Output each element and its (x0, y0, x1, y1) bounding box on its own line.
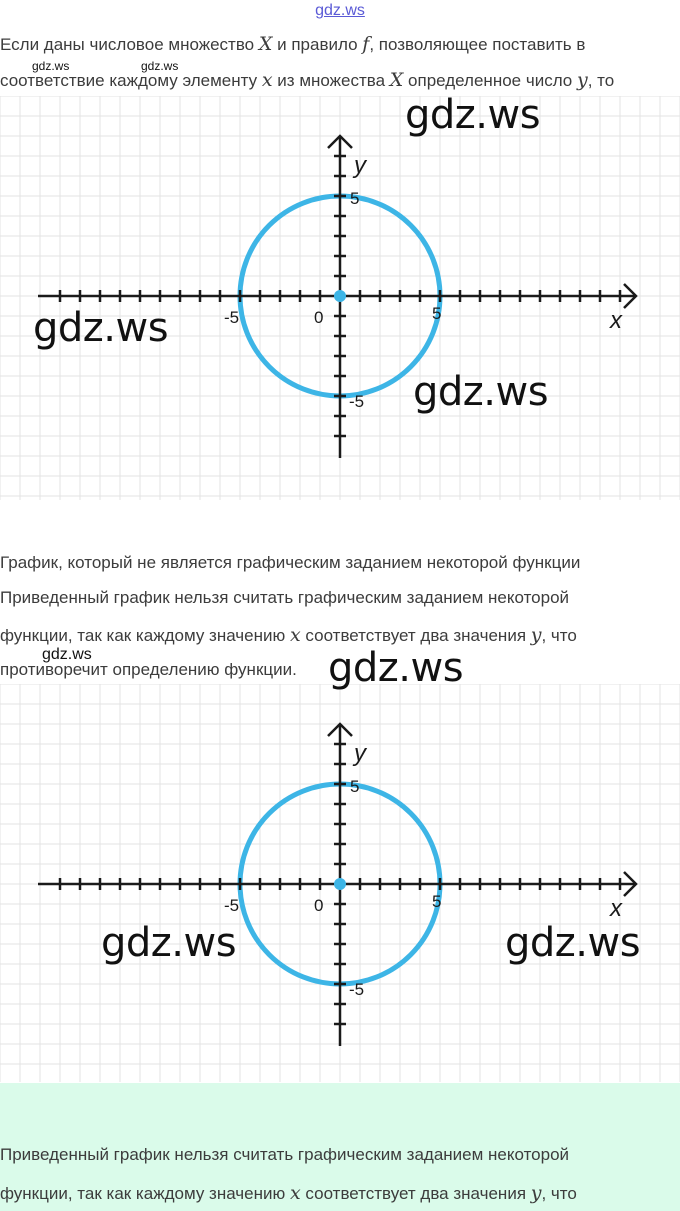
y-tick-label-5: 5 (350, 189, 360, 208)
watermark: gdz.ws (141, 59, 179, 73)
x-tick-label-neg5: -5 (224, 896, 240, 915)
y-axis-label: y (354, 740, 366, 767)
intro-text: и правило (272, 35, 363, 54)
watermark: gdz.ws (328, 645, 464, 691)
math-X: X (389, 69, 404, 91)
intro-text: Если даны числовое множество (0, 35, 259, 54)
site-link[interactable]: gdz.ws (315, 2, 365, 19)
math-y: y (530, 1182, 542, 1204)
explanation-text: , что (541, 626, 577, 645)
math-y: y (576, 69, 588, 91)
answer-text: , что (541, 1184, 577, 1203)
explanation-text: функции, так как каждому значению (0, 626, 290, 645)
intro-text: , позволяющее поставить в (369, 35, 586, 54)
origin-label: 0 (314, 308, 324, 327)
circle-graph-svg (0, 96, 680, 500)
origin-point (334, 290, 346, 302)
watermark: gdz.ws (505, 920, 641, 966)
y-tick-label-neg5: -5 (349, 980, 365, 999)
math-x: x (289, 624, 301, 646)
intro-text: соответствие каждому элементу (0, 71, 262, 90)
answer-text: функции, так как каждому значению (0, 1184, 290, 1203)
watermark: gdz.ws (101, 920, 237, 966)
answer-line-1: Приведенный график нельзя считать графическим заданием некоторой (0, 1145, 570, 1164)
intro-text: из множества (272, 71, 390, 90)
math-y: y (530, 624, 542, 646)
circle-graph-2 (0, 684, 680, 1082)
math-X: X (258, 33, 273, 55)
explanation-line-2 (0, 624, 577, 646)
math-x: x (289, 1182, 301, 1204)
explanation-text: соответствует два значения (300, 626, 531, 645)
intro-line-1 (0, 33, 585, 55)
origin-label: 0 (314, 896, 324, 915)
y-axis-label: y (354, 152, 366, 179)
circle-graph-1 (0, 96, 680, 500)
x-tick-label-5: 5 (432, 892, 442, 911)
answer-block (0, 1083, 680, 1211)
intro-text: , то (587, 71, 615, 90)
x-tick-label-5: 5 (432, 304, 442, 323)
y-tick-label-neg5: -5 (349, 392, 365, 411)
watermark: gdz.ws (33, 305, 169, 351)
answer-line-2 (0, 1182, 577, 1204)
explanation-line-1: Приведенный график нельзя считать графическим заданием некоторой (0, 588, 570, 607)
math-x: x (261, 69, 273, 91)
math-f: f (362, 33, 370, 55)
watermark: gdz.ws (32, 59, 70, 73)
origin-point (334, 878, 346, 890)
intro-line-2 (0, 69, 614, 91)
watermark: gdz.ws (42, 646, 92, 663)
x-axis-label: x (610, 895, 622, 922)
explanation-line-3: противоречит определению функции. (0, 660, 297, 679)
y-tick-label-5: 5 (350, 777, 360, 796)
x-tick-label-neg5: -5 (224, 308, 240, 327)
watermark: gdz.ws (405, 92, 541, 138)
intro-text: определенное число (403, 71, 577, 90)
graph-title: График, который не является графическим заданием некоторой функции (0, 553, 581, 572)
answer-text: соответствует два значения (300, 1184, 531, 1203)
watermark: gdz.ws (413, 369, 549, 415)
circle-graph-svg (0, 684, 680, 1082)
x-axis-label: x (610, 307, 622, 334)
